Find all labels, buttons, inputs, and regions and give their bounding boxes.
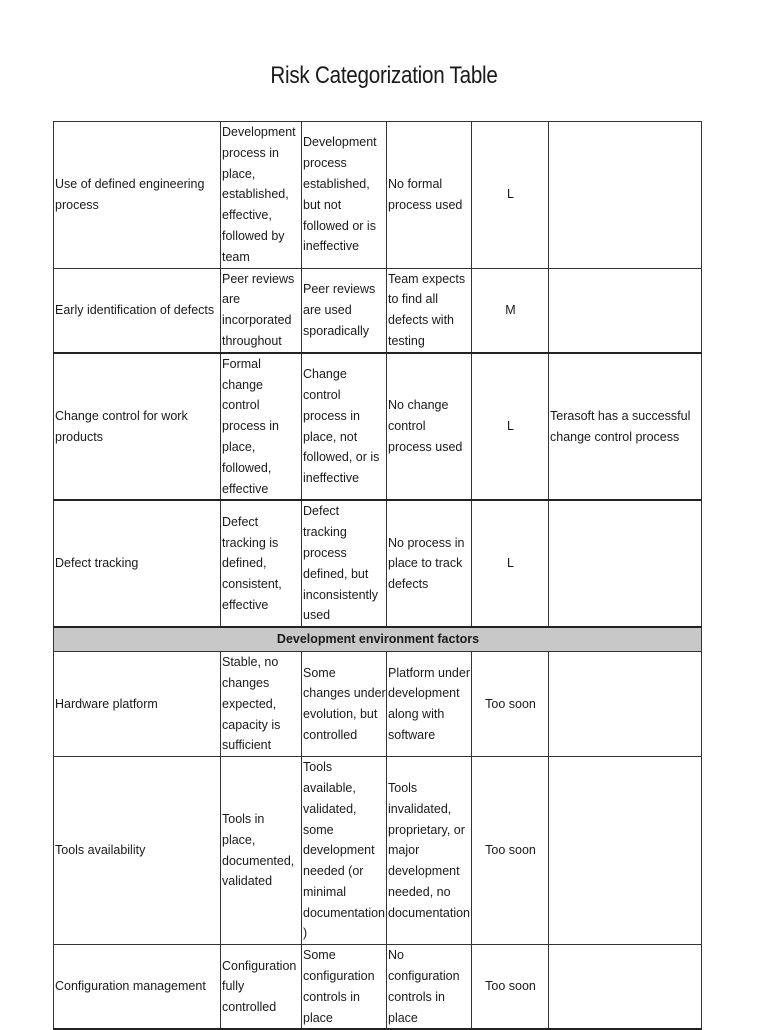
medium-risk-cell: Development process established, but not followed or is ineffective xyxy=(302,122,387,269)
comment-cell xyxy=(549,500,702,627)
high-risk-cell: No formal process used xyxy=(387,122,472,269)
low-risk-cell: Stable, no changes expected, capacity is sufficient xyxy=(221,652,302,757)
table-row xyxy=(54,757,702,945)
table-row xyxy=(54,500,702,627)
high-risk-cell: Platform under development along with software xyxy=(387,652,472,757)
table-row xyxy=(54,122,702,269)
low-risk-cell: Defect tracking is defined, consistent, effective xyxy=(221,500,302,627)
medium-risk-cell: Some configuration controls in place xyxy=(302,945,387,1030)
medium-risk-cell: Peer reviews are used sporadically xyxy=(302,268,387,353)
high-risk-cell: No process in place to track defects xyxy=(387,500,472,627)
medium-risk-cell: Tools available, validated, some development needed (or minimal documentation) xyxy=(302,757,387,945)
comment-cell xyxy=(549,122,702,269)
high-risk-cell: No change control process used xyxy=(387,353,472,501)
comment-cell xyxy=(549,945,702,1030)
high-risk-cell: Team expects to find all defects with testing xyxy=(387,268,472,353)
section-header: Development environment factors xyxy=(54,627,702,652)
risk-factor-cell: Tools availability xyxy=(54,757,221,945)
risk-factor-cell: Hardware platform xyxy=(54,652,221,757)
rating-cell: M xyxy=(472,268,549,353)
risk-factor-cell: Use of defined engineering process xyxy=(54,122,221,269)
risk-categorization-table xyxy=(53,121,702,1030)
rating-cell: L xyxy=(472,122,549,269)
low-risk-cell: Peer reviews are incorporated throughout xyxy=(221,268,302,353)
risk-factor-cell: Configuration management xyxy=(54,945,221,1030)
low-risk-cell: Tools in place, documented, validated xyxy=(221,757,302,945)
low-risk-cell: Configuration fully controlled xyxy=(221,945,302,1030)
table-row xyxy=(54,353,702,501)
table-row xyxy=(54,652,702,757)
rating-cell: Too soon xyxy=(472,945,549,1030)
high-risk-cell: Tools invalidated, proprietary, or major development needed, no documentation xyxy=(387,757,472,945)
page-title: Risk Categorization Table xyxy=(270,62,498,89)
risk-factor-cell: Change control for work products xyxy=(54,353,221,501)
table-row xyxy=(54,268,702,353)
table-row xyxy=(54,945,702,1030)
low-risk-cell: Development process in place, established, effective, followed by team xyxy=(221,122,302,269)
rating-cell: Too soon xyxy=(472,757,549,945)
medium-risk-cell: Change control process in place, not followed, or is ineffective xyxy=(302,353,387,501)
rating-cell: L xyxy=(472,353,549,501)
risk-factor-cell: Early identification of defects xyxy=(54,268,221,353)
medium-risk-cell: Some changes under evolution, but controlled xyxy=(302,652,387,757)
comment-cell xyxy=(549,757,702,945)
comment-cell: Terasoft has a successful change control process xyxy=(549,353,702,501)
comment-cell xyxy=(549,652,702,757)
section-header-row xyxy=(54,627,702,652)
high-risk-cell: No configuration controls in place xyxy=(387,945,472,1030)
rating-cell: L xyxy=(472,500,549,627)
medium-risk-cell: Defect tracking process defined, but inconsistently used xyxy=(302,500,387,627)
rating-cell: Too soon xyxy=(472,652,549,757)
low-risk-cell: Formal change control process in place, followed, effective xyxy=(221,353,302,501)
risk-factor-cell: Defect tracking xyxy=(54,500,221,627)
comment-cell xyxy=(549,268,702,353)
